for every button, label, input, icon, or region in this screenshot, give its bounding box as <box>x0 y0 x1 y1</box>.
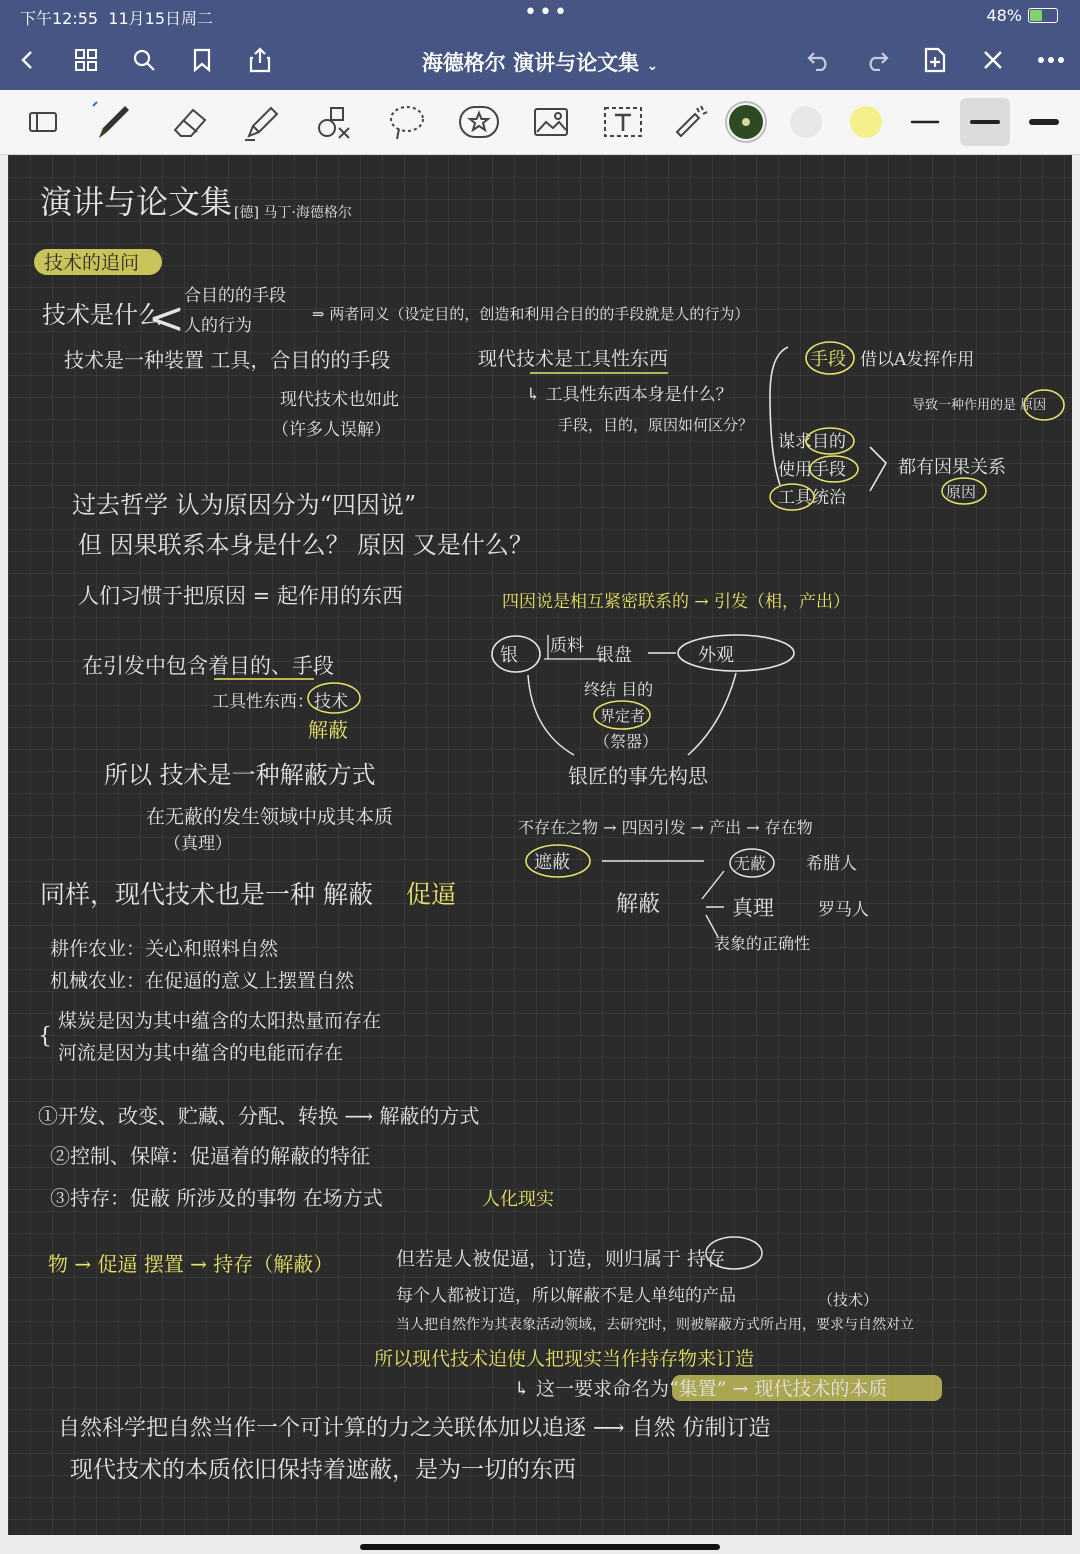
add-page-icon[interactable] <box>917 42 953 78</box>
highlighter-tool-icon[interactable] <box>236 98 286 146</box>
note-line: 使用手段 <box>778 460 846 480</box>
status-time: 下午12:55 11月15日周二 <box>20 9 214 28</box>
note-line: 表象的正确性 <box>714 934 811 953</box>
text-tool-icon[interactable] <box>598 98 648 146</box>
note-line: 真理 <box>732 896 774 920</box>
arrow <box>702 871 724 937</box>
stroke-width-thick[interactable] <box>1019 98 1069 146</box>
note-line: 在引发中包含着目的、手段 <box>82 654 334 678</box>
note-line: 银盘 <box>596 645 632 666</box>
note-line: 物 → 促逼 摆置 → 持存（解蔽） <box>48 1252 334 1276</box>
note-line: （许多人误解） <box>272 420 391 440</box>
note-line: 谋求目的 <box>778 432 846 452</box>
brace-glyph: { <box>38 1024 52 1049</box>
note-line: 所以 技术是一种解蔽方式 <box>104 761 376 789</box>
color-swatch-selected[interactable] <box>721 98 771 146</box>
note-line: 技术是一种装置 工具，合目的的手段 <box>64 348 391 372</box>
stroke-width-thin[interactable] <box>900 98 950 146</box>
note-line: 原因 <box>946 483 977 501</box>
note-line: 促逼 <box>406 880 457 909</box>
circle-mark <box>678 635 794 671</box>
sticker-tool-icon[interactable] <box>454 98 504 146</box>
multitask-dots-icon[interactable]: ••• <box>524 0 569 25</box>
note-title: 演讲与论文集 <box>40 183 233 221</box>
note-line: （真理） <box>164 834 232 854</box>
note-canvas[interactable] <box>8 155 1072 1535</box>
note-line: 同样，现代技术也是一种 解蔽 <box>40 880 373 909</box>
navigation-bar <box>0 32 1080 90</box>
note-line: 河流是因为其中蕴含的电能而存在 <box>58 1042 344 1064</box>
note-line: 四因说是相互紧密联系的 → 引发（相，产出） <box>502 592 851 612</box>
color-swatch-light-gray[interactable] <box>781 98 831 146</box>
note-line: 不存在之物 → 四因引发 → 产出 → 存在物 <box>518 818 813 837</box>
note-line: 机械农业：在促逼的意义上摆置自然 <box>50 970 355 992</box>
note-line: 都有因果关系 <box>898 457 1006 478</box>
note-line: 手段，目的，原因如何区分？ <box>558 416 754 434</box>
note-line: 过去哲学 认为原因分为“四因说” <box>72 491 417 519</box>
lasso-tool-icon[interactable] <box>382 98 432 146</box>
note-line: 现代技术的本质依旧保持着遮蔽，是为一切的东西 <box>70 1457 576 1483</box>
note-line: 工具性东西：技术 <box>212 692 348 712</box>
image-tool-icon[interactable] <box>526 98 576 146</box>
note-line: ②控制、保障：促逼着的解蔽的特征 <box>50 1144 370 1168</box>
document-title[interactable]: 海德格尔 演讲与论文集 ⌄ <box>421 51 659 75</box>
laser-pointer-icon[interactable] <box>666 98 716 146</box>
note-line: ↳ 工具性东西本身是什么？ <box>526 385 733 405</box>
note-line: 现代技术是工具性东西 <box>478 348 669 370</box>
note-line: 银匠的事先构思 <box>568 764 708 788</box>
note-line: 解蔽 <box>616 892 661 917</box>
note-line: 耕作农业：关心和照料自然 <box>50 938 279 960</box>
note-line: 人化现实 <box>482 1189 554 1210</box>
stroke-width-medium[interactable] <box>960 98 1010 146</box>
note-line: 每个人都被订造，所以解蔽不是人单纯的产品 <box>396 1286 736 1306</box>
color-swatch-yellow[interactable] <box>841 98 891 146</box>
note-line: 希腊人 <box>806 854 857 874</box>
home-indicator <box>360 1544 720 1550</box>
note-line: 但 因果联系本身是什么？ 原因 又是什么？ <box>78 531 533 559</box>
note-line: 遮蔽 <box>534 852 570 873</box>
note-line: 终结 目的 <box>584 680 654 699</box>
note-line: 但若是人被促逼，订造，则归属于 持存 <box>396 1248 726 1270</box>
note-line: 质料 <box>550 636 584 656</box>
bracket-glyph: < <box>148 293 185 344</box>
note-author: [德] 马丁·海德格尔 <box>234 205 352 221</box>
battery-icon <box>1028 8 1058 23</box>
note-line: 自然科学把自然当作一个可计算的力之关联体加以追逐 ⟶ 自然 仿制订造 <box>58 1416 771 1441</box>
note-line: 界定者 <box>600 707 646 725</box>
close-tools-icon[interactable] <box>975 42 1011 78</box>
note-line: 技术是什么 <box>42 301 162 329</box>
status-bar <box>0 0 1080 32</box>
note-line: 当人把自然作为其表象活动领域，去研究时，则被解蔽方式所占用，要求与自然对立 <box>396 1317 914 1333</box>
note-line: 解蔽 <box>308 718 348 742</box>
note-line: 外观 <box>698 645 734 666</box>
note-line: 合目的的手段 <box>184 286 286 306</box>
battery-percent: 48% <box>986 6 1022 25</box>
more-icon[interactable] <box>1033 42 1069 78</box>
note-line: 银 <box>500 645 518 666</box>
redo-icon[interactable] <box>859 42 895 78</box>
note-line: ⇒ 两者同义（设定目的，创造和利用合目的的手段就是人的行为） <box>312 305 750 323</box>
undo-icon[interactable] <box>801 42 837 78</box>
note-line: （技术） <box>818 1291 879 1309</box>
arrow <box>870 447 886 491</box>
note-line: 无蔽 <box>734 854 767 873</box>
chevron-down-icon[interactable]: ⌄ <box>646 58 659 74</box>
pen-tool-icon[interactable] <box>88 98 138 146</box>
note-line: 手段 <box>810 349 846 370</box>
note-line: 在无蔽的发生领域中成其本质 <box>146 806 394 828</box>
note-line: 所以现代技术迫使人把现实当作持存物来订造 <box>374 1348 755 1370</box>
section-heading: 技术的追问 <box>44 252 140 274</box>
note-line: 罗马人 <box>818 900 869 920</box>
note-line: ①开发、改变、贮藏、分配、转换 ⟶ 解蔽的方式 <box>38 1104 480 1128</box>
note-line: 煤炭是因为其中蕴含的太阳热量而存在 <box>58 1010 382 1032</box>
eraser-tool-icon[interactable] <box>164 98 214 146</box>
read-only-icon[interactable] <box>18 98 68 146</box>
note-line: 现代技术也如此 <box>280 390 399 410</box>
note-line: ③持存：促蔽 所涉及的事物 在场方式 <box>50 1186 383 1210</box>
battery-indicator <box>986 6 1058 25</box>
drawing-toolbar <box>0 90 1080 155</box>
note-line: 工具统治 <box>778 488 846 508</box>
note-line: ↳ 这一要求命名为“集置” → 现代技术的本质 <box>514 1378 888 1400</box>
note-line: 人的行为 <box>184 316 252 336</box>
note-line: 导致一种作用的是 原因 <box>912 398 1047 413</box>
note-line: 人们习惯于把原因 = 起作用的东西 <box>78 584 403 608</box>
note-line: 借以A发挥作用 <box>860 350 975 370</box>
note-line: （祭器） <box>594 732 659 751</box>
shapes-tool-icon[interactable] <box>308 98 358 146</box>
